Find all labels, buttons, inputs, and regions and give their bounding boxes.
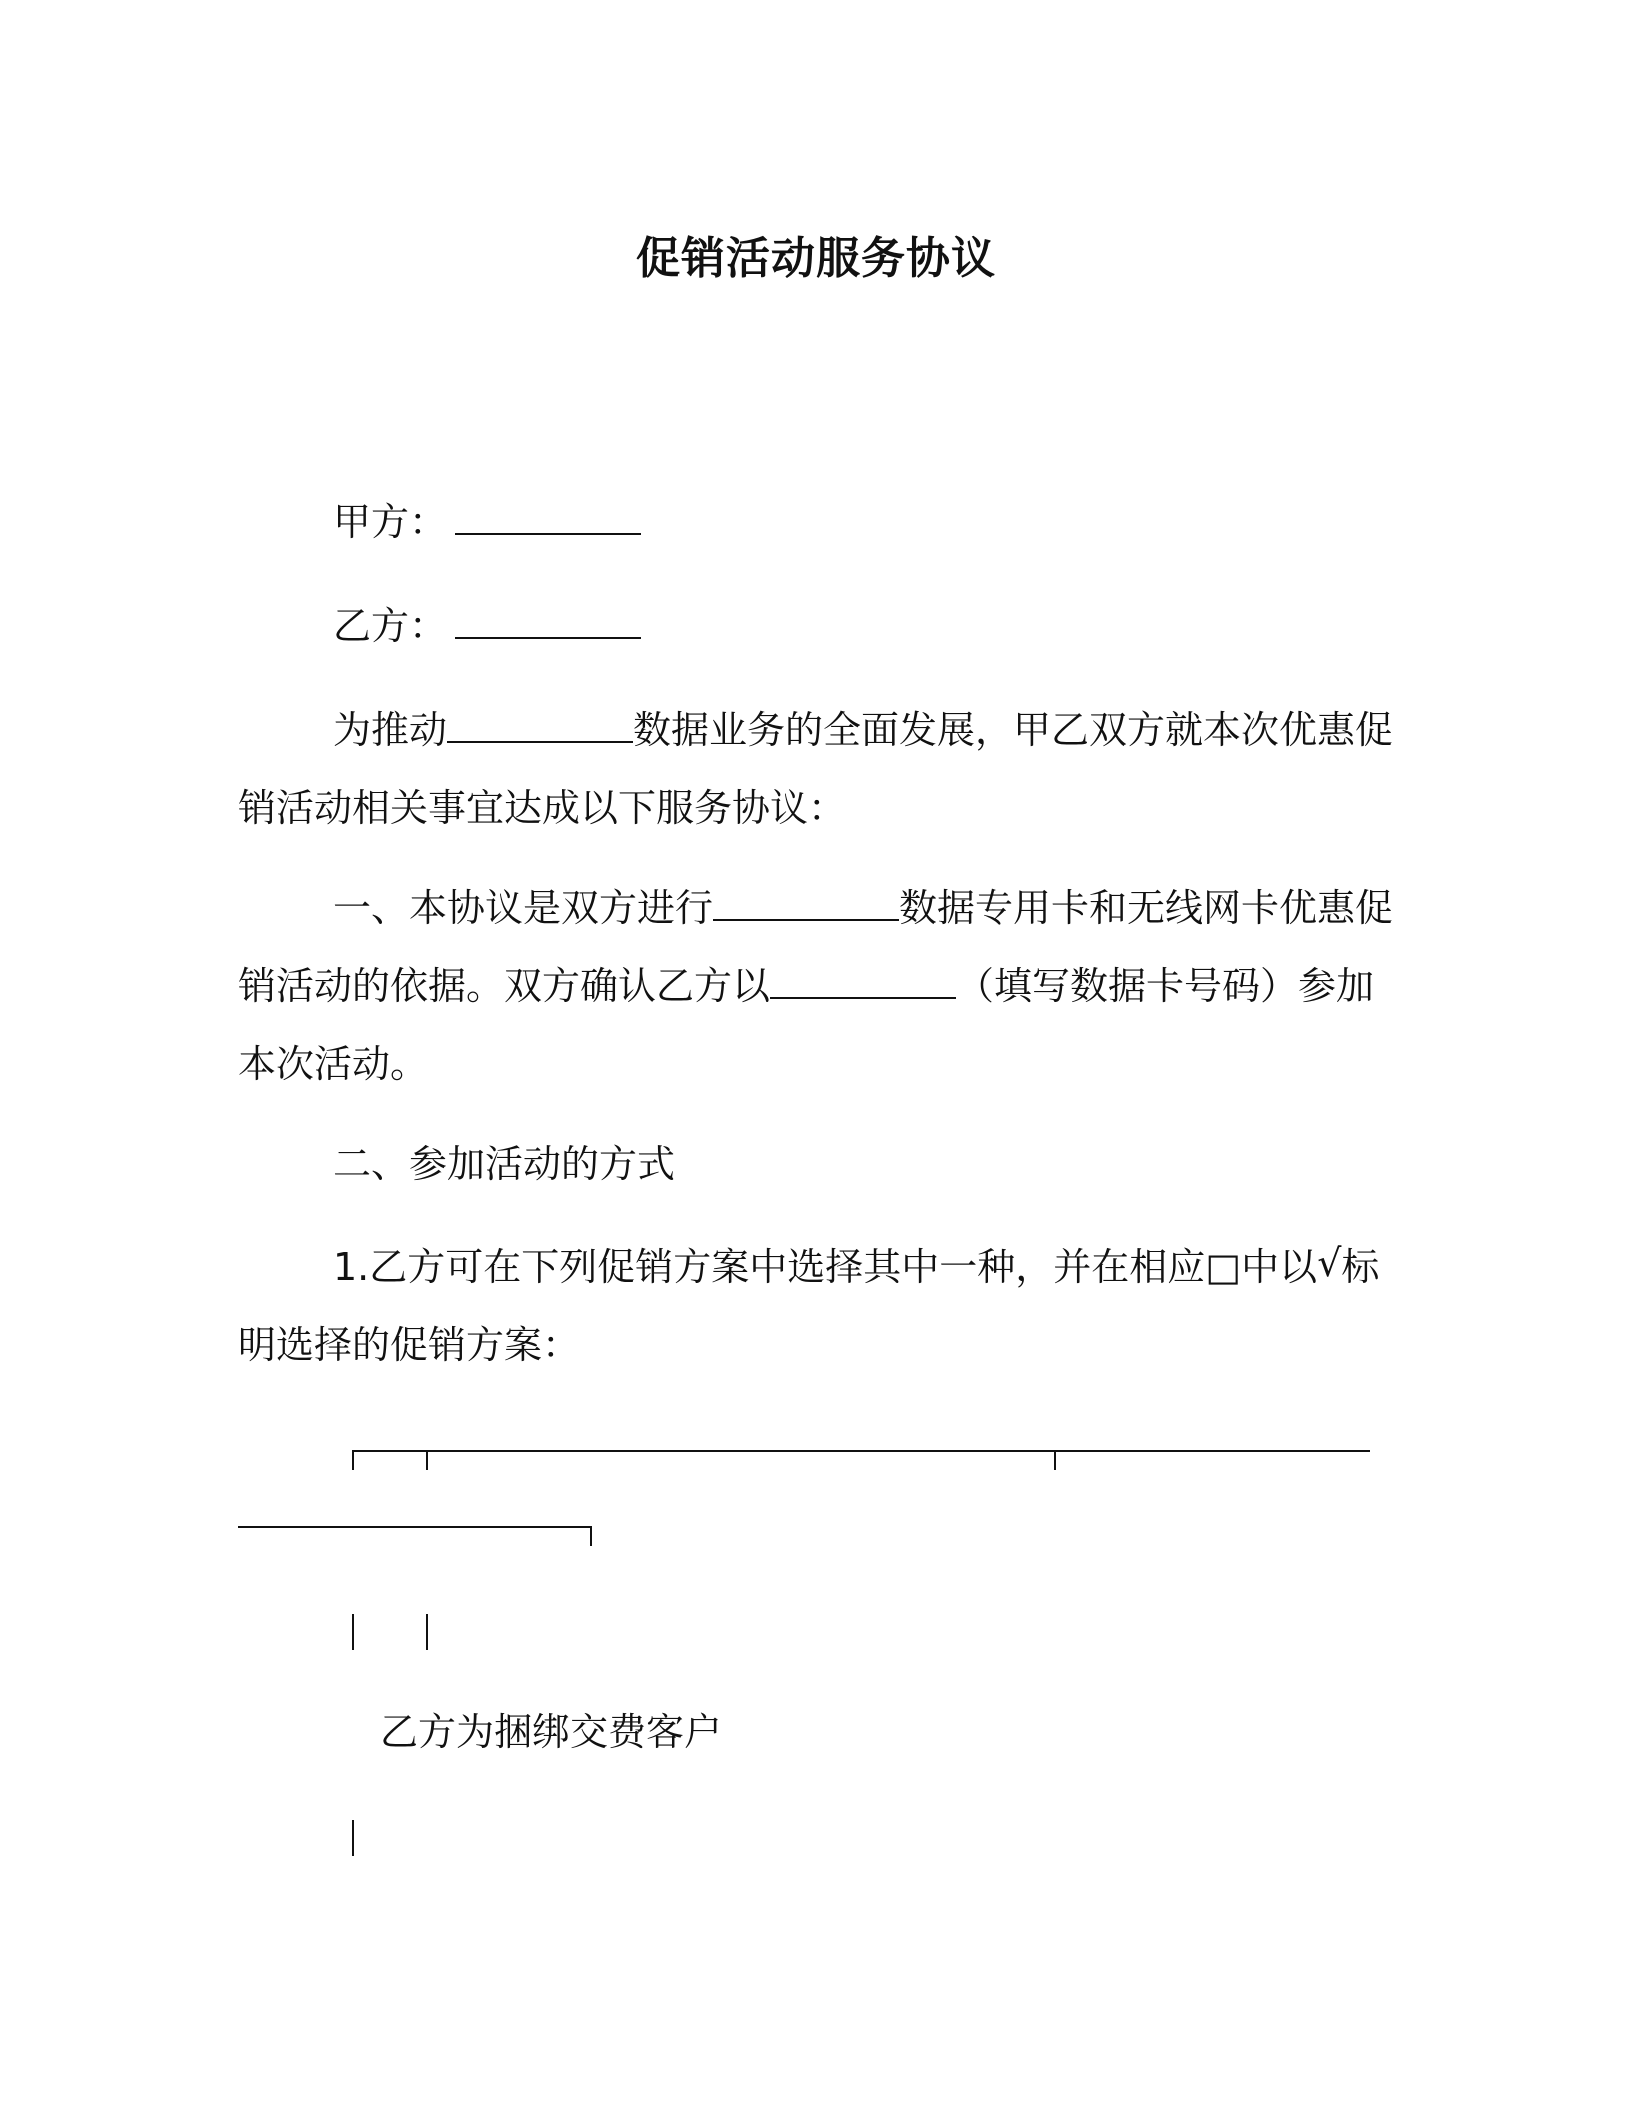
clause1-blank-1 <box>713 885 899 921</box>
checkbox-glyph: □ <box>1205 1245 1242 1289</box>
party-b-blank <box>455 603 641 639</box>
table-tick-right <box>590 1526 592 1546</box>
table-vertical-bottom <box>352 1820 354 1856</box>
party-a-blank <box>455 499 641 535</box>
clause2-item1-line-1 <box>333 1243 1379 1291</box>
item1-text-prefix: 1.乙方可在下列促销方案中选择其中一种，并在相应 <box>333 1245 1206 1289</box>
clause1-text-prefix: 一、本协议是双方进行 <box>333 886 714 930</box>
table-cell-text: 乙方为捆绑交费客户 <box>380 1710 723 1754</box>
clause2-heading: 二、参加活动的方式 <box>333 1142 676 1186</box>
document-title: 促销活动服务协议 <box>636 233 996 284</box>
clause1-line-1 <box>333 884 1393 932</box>
intro-text-prefix: 为推动 <box>333 708 448 752</box>
item1-text-suffix: 标 <box>1341 1245 1380 1289</box>
party-b-line <box>333 602 641 650</box>
table-tick-left <box>352 1450 354 1470</box>
intro-blank <box>447 707 633 743</box>
party-b-label: 乙方： <box>333 604 448 648</box>
clause1-l2-suffix: （填写数据卡号码）参加 <box>956 964 1375 1008</box>
party-a-label: 甲方： <box>333 500 448 544</box>
table-top-border <box>352 1450 1370 1452</box>
table-tick-3 <box>1054 1450 1056 1470</box>
party-a-line <box>333 498 641 546</box>
intro-line-1 <box>333 706 1393 754</box>
clause1-line-2 <box>238 962 1374 1010</box>
clause1-line-3: 本次活动。 <box>238 1042 429 1086</box>
checkmark-icon: √ <box>1317 1241 1342 1285</box>
item1-text-mid: 中以 <box>1241 1245 1318 1289</box>
clause1-l2-prefix: 销活动的依据。双方确认乙方以 <box>238 964 771 1008</box>
table-border-continued <box>238 1526 592 1528</box>
table-tick-2 <box>426 1450 428 1470</box>
table-vertical-left <box>352 1614 354 1650</box>
table-vertical-2 <box>426 1614 428 1650</box>
clause2-item1-line-2: 明选择的促销方案： <box>238 1323 581 1367</box>
clause1-text-suffix: 数据专用卡和无线网卡优惠促 <box>899 886 1394 930</box>
clause1-blank-2 <box>770 963 956 999</box>
intro-line-2: 销活动相关事宜达成以下服务协议： <box>238 786 847 830</box>
intro-text-suffix: 数据业务的全面发展，甲乙双方就本次优惠促 <box>633 708 1394 752</box>
